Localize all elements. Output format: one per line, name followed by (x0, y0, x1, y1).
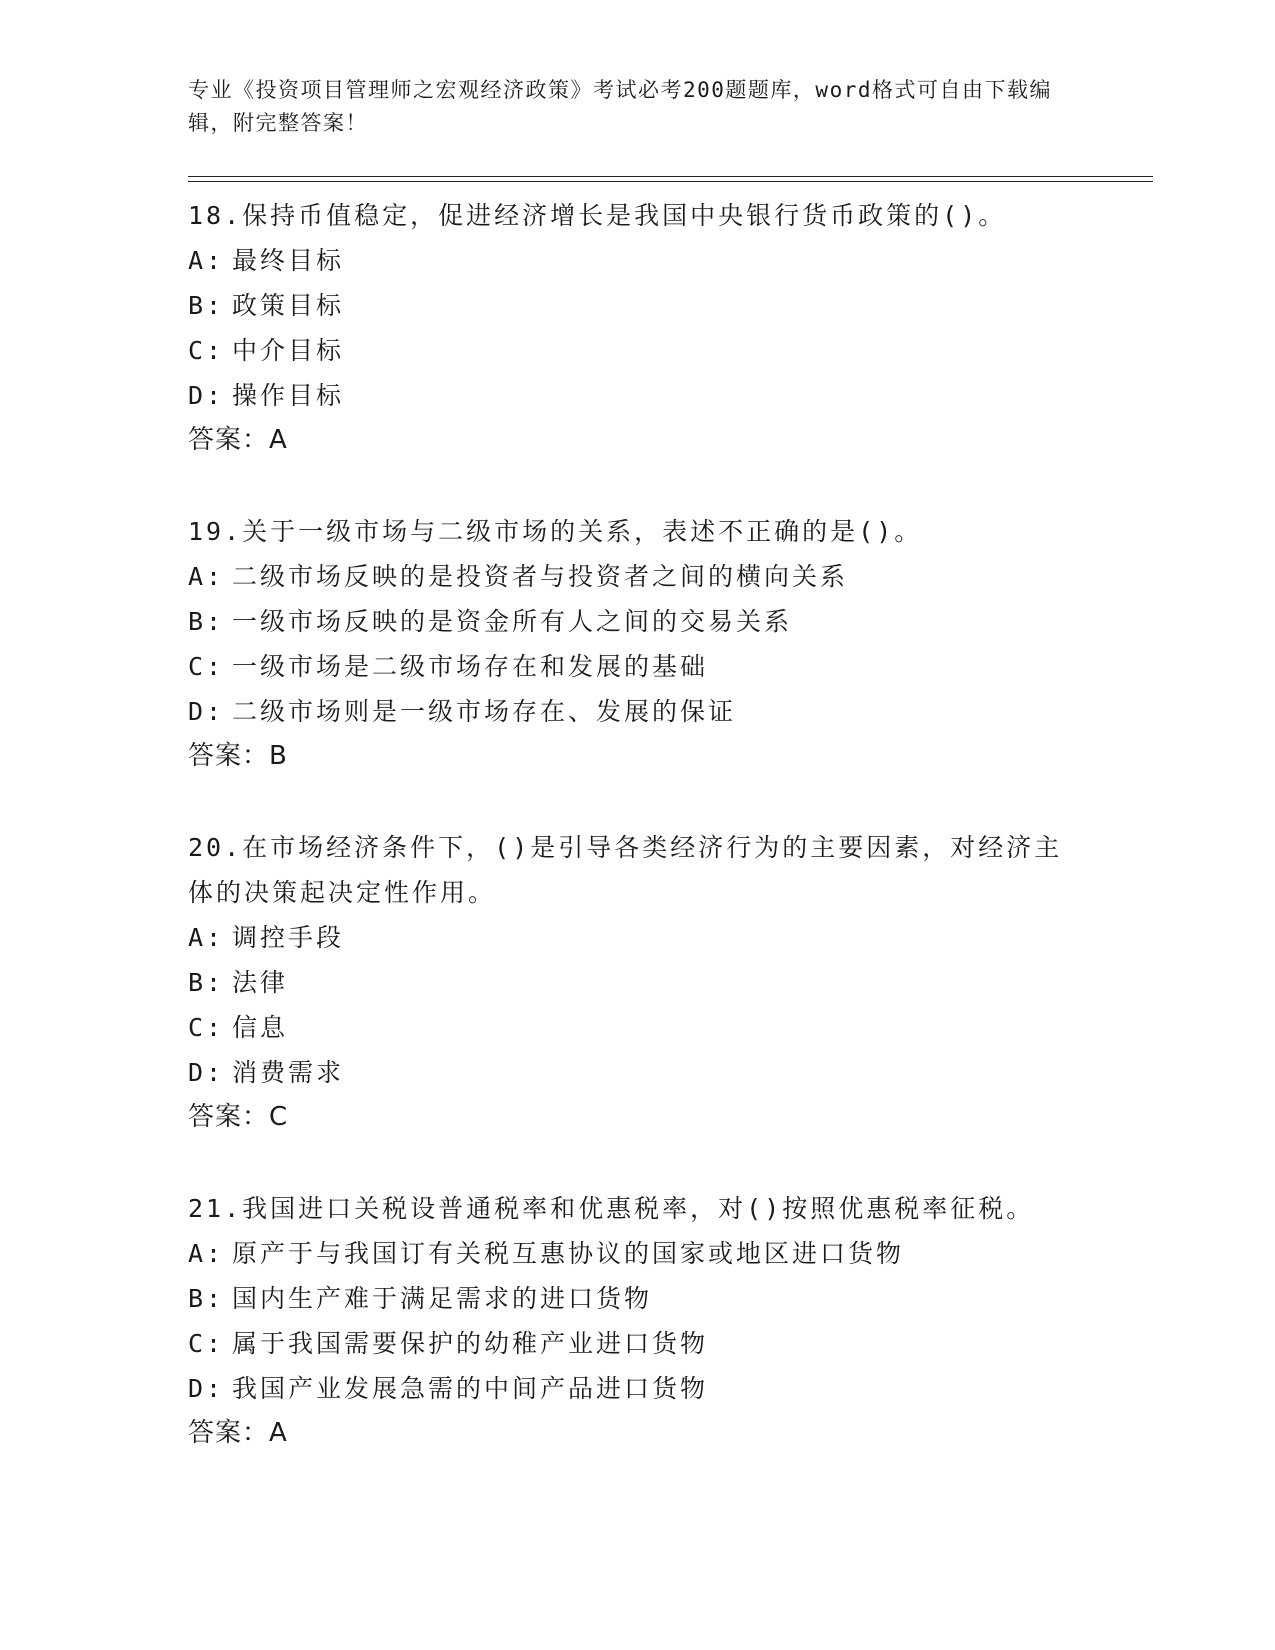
option-text: 调控手段 (232, 923, 345, 952)
question-stem: 20.在市场经济条件下，()是引导各类经济行为的主要因素，对经济主体的决策起决定性作用。 (188, 833, 1063, 907)
option-text: 法律 (232, 968, 289, 997)
option-d (188, 1050, 1088, 1095)
document-header: 专业《投资项目管理师之宏观经济政策》考试必考200题题库，word格式可自由下载编辑，附完整答案！ (188, 78, 1052, 135)
option-c (188, 1005, 1088, 1050)
question-stem: 19.关于一级市场与二级市场的关系，表述不正确的是()。 (188, 517, 923, 546)
option-letter: C: (188, 336, 225, 365)
option-text: 最终目标 (232, 246, 345, 275)
option-text: 信息 (232, 1013, 289, 1042)
option-d (188, 689, 1088, 734)
option-d (188, 373, 1088, 418)
option-text: 消费需求 (232, 1058, 345, 1087)
option-b (188, 960, 1088, 1005)
option-a (188, 554, 1088, 599)
option-text: 政策目标 (232, 291, 345, 320)
question-21 (188, 1186, 1088, 1456)
option-letter: B: (188, 1284, 225, 1313)
option-letter: D: (188, 381, 225, 410)
option-text: 二级市场则是一级市场存在、发展的保证 (232, 697, 737, 726)
option-letter: A: (188, 246, 225, 275)
option-text: 原产于与我国订有关税互惠协议的国家或地区进口货物 (232, 1239, 905, 1268)
option-c (188, 328, 1088, 373)
header-divider-bottom (188, 181, 1153, 182)
option-letter: A: (188, 923, 225, 952)
option-letter: D: (188, 1058, 225, 1087)
option-text: 一级市场反映的是资金所有人之间的交易关系 (232, 607, 793, 636)
option-letter: D: (188, 1374, 225, 1403)
option-letter: C: (188, 1329, 225, 1358)
answer-line: 答案：A (188, 425, 288, 455)
question-18 (188, 193, 1088, 463)
option-letter: A: (188, 562, 225, 591)
option-a (188, 915, 1088, 960)
option-b (188, 1276, 1088, 1321)
option-a (188, 238, 1088, 283)
answer-line: 答案：B (188, 741, 288, 771)
option-text: 属于我国需要保护的幼稚产业进口货物 (232, 1329, 709, 1358)
option-text: 国内生产难于满足需求的进口货物 (232, 1284, 653, 1313)
option-letter: C: (188, 652, 225, 681)
answer-line: 答案：C (188, 1102, 289, 1132)
option-text: 二级市场反映的是投资者与投资者之间的横向关系 (232, 562, 849, 591)
option-letter: D: (188, 697, 225, 726)
answer-line: 答案：A (188, 1418, 288, 1448)
option-letter: C: (188, 1013, 225, 1042)
option-c (188, 1321, 1088, 1366)
option-c (188, 644, 1088, 689)
question-stem: 21.我国进口关税设普通税率和优惠税率，对()按照优惠税率征税。 (188, 1194, 1035, 1223)
option-text: 我国产业发展急需的中间产品进口货物 (232, 1374, 709, 1403)
option-text: 操作目标 (232, 381, 345, 410)
question-20 (188, 825, 1088, 1140)
question-stem: 18.保持币值稳定，促进经济增长是我国中央银行货币政策的()。 (188, 201, 1007, 230)
option-b (188, 283, 1088, 328)
option-letter: B: (188, 607, 225, 636)
option-text: 中介目标 (232, 336, 345, 365)
question-19 (188, 509, 1088, 779)
option-a (188, 1231, 1088, 1276)
option-text: 一级市场是二级市场存在和发展的基础 (232, 652, 709, 681)
option-d (188, 1366, 1088, 1411)
option-letter: B: (188, 291, 225, 320)
option-letter: B: (188, 968, 225, 997)
option-b (188, 599, 1088, 644)
option-letter: A: (188, 1239, 225, 1268)
header-divider-top (188, 176, 1153, 177)
question-list (188, 193, 1088, 1502)
